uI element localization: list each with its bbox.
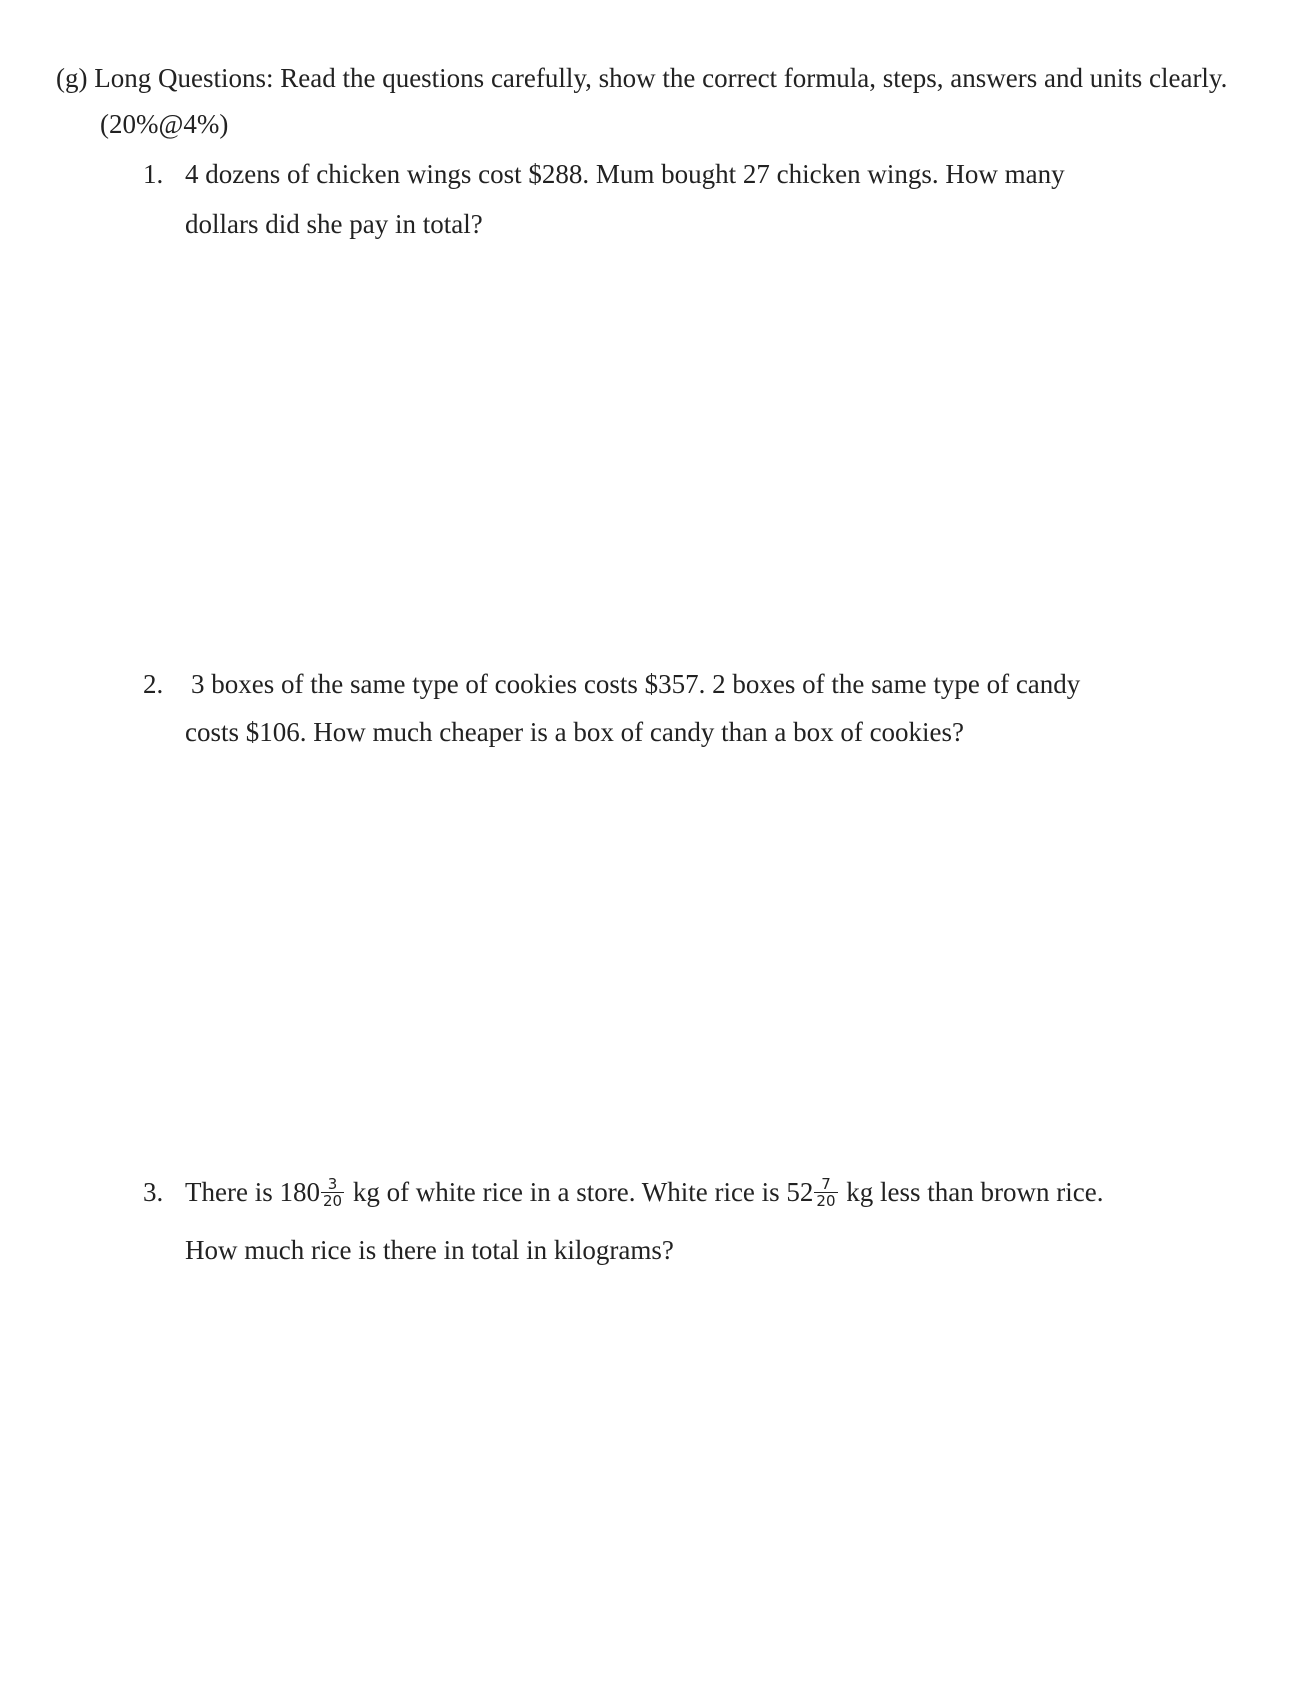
question-3-text-part-2: kg of white rice in a store. White rice is 52 xyxy=(346,1177,814,1207)
question-3-text-part-1: There is 180 xyxy=(185,1177,320,1207)
question-3-number: 3. xyxy=(143,1177,164,1207)
white-rice-fraction xyxy=(321,1176,344,1209)
question-3-line-1 xyxy=(185,1176,1103,1211)
question-1-line-1: 4 dozens of chicken wings cost $288. Mum bought 27 chicken wings. How many xyxy=(185,159,1065,189)
difference-fraction xyxy=(814,1176,837,1209)
question-1-line-2: dollars did she pay in total? xyxy=(185,209,483,239)
fraction-denominator: 20 xyxy=(816,1192,836,1211)
section-header: (g) Long Questions: Read the questions carefully, show the correct formula, steps, answers and units clearly. xyxy=(56,63,1228,93)
section-weighting: (20%@4%) xyxy=(100,109,229,139)
question-3-line-2: How much rice is there in total in kilograms? xyxy=(185,1235,674,1265)
fraction-numerator: 7 xyxy=(814,1176,837,1193)
question-2-line-2: costs $106. How much cheaper is a box of candy than a box of cookies? xyxy=(185,717,965,747)
question-3-text-part-3: kg less than brown rice. xyxy=(839,1177,1104,1207)
question-1-number: 1. xyxy=(143,159,164,189)
fraction-numerator: 3 xyxy=(321,1176,344,1193)
question-2-number: 2. xyxy=(143,669,164,699)
fraction-denominator: 20 xyxy=(322,1192,343,1211)
question-2-line-1: 3 boxes of the same type of cookies costs $357. 2 boxes of the same type of candy xyxy=(191,669,1081,699)
